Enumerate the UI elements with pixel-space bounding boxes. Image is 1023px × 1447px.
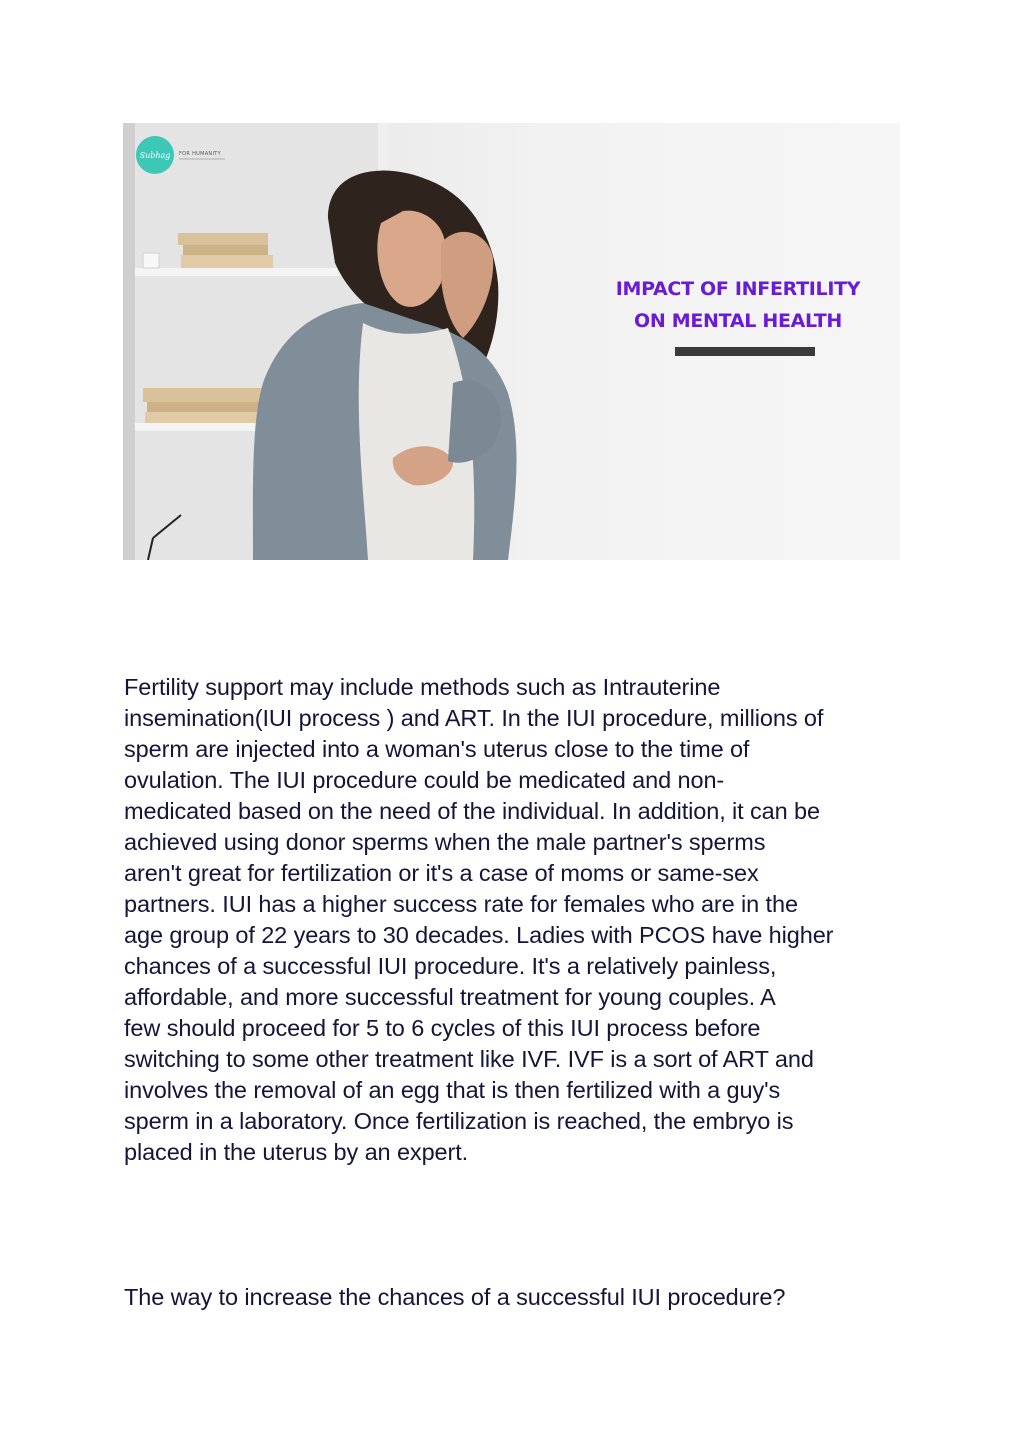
banner-title bbox=[598, 273, 878, 337]
brand-tagline: FOR HUMANITY bbox=[179, 151, 221, 157]
banner-title-line-2: ON MENTAL HEALTH bbox=[634, 310, 842, 332]
banner-divider-bar bbox=[675, 347, 815, 356]
article-subheading: The way to increase the chances of a successful IUI procedure? bbox=[124, 1284, 786, 1310]
brand-tagline-underline bbox=[179, 158, 225, 160]
banner-illustration bbox=[123, 123, 900, 560]
article-paragraph: Fertility support may include methods such as Intrauterine insemination(IUI process ) and ART. In the IUI procedure, millions of sperm are injected into a woman's uterus close to the time of ovulation. The IUI procedure could be medicated and non- medicated based on the need of the individual. In addition, it can be achieved using donor sperms when the male partner's sperms aren't great for fertilization or it's a case of moms or same-sex partners. IUI has a higher success rate for females who are in the age group of 22 years to 30 decades. Ladies with PCOS have higher chances of a successful IUI procedure. It's a relatively painless, affordable, and more successful treatment for young couples. A few should proceed for 5 to 6 cycles of this IUI process before switching to some other treatment like IVF. IVF is a sort of ART and involves the removal of an egg that is then fertilized with a guy's sperm in a laboratory. Once fertilization is reached, the embryo is placed in the uterus by an expert. bbox=[124, 674, 834, 1165]
brand-logo-text: Subhag bbox=[139, 150, 171, 160]
brand-logo bbox=[136, 136, 174, 174]
banner-title-line-1: IMPACT OF INFERTILITY bbox=[615, 278, 861, 300]
hero-banner-image bbox=[123, 123, 900, 560]
